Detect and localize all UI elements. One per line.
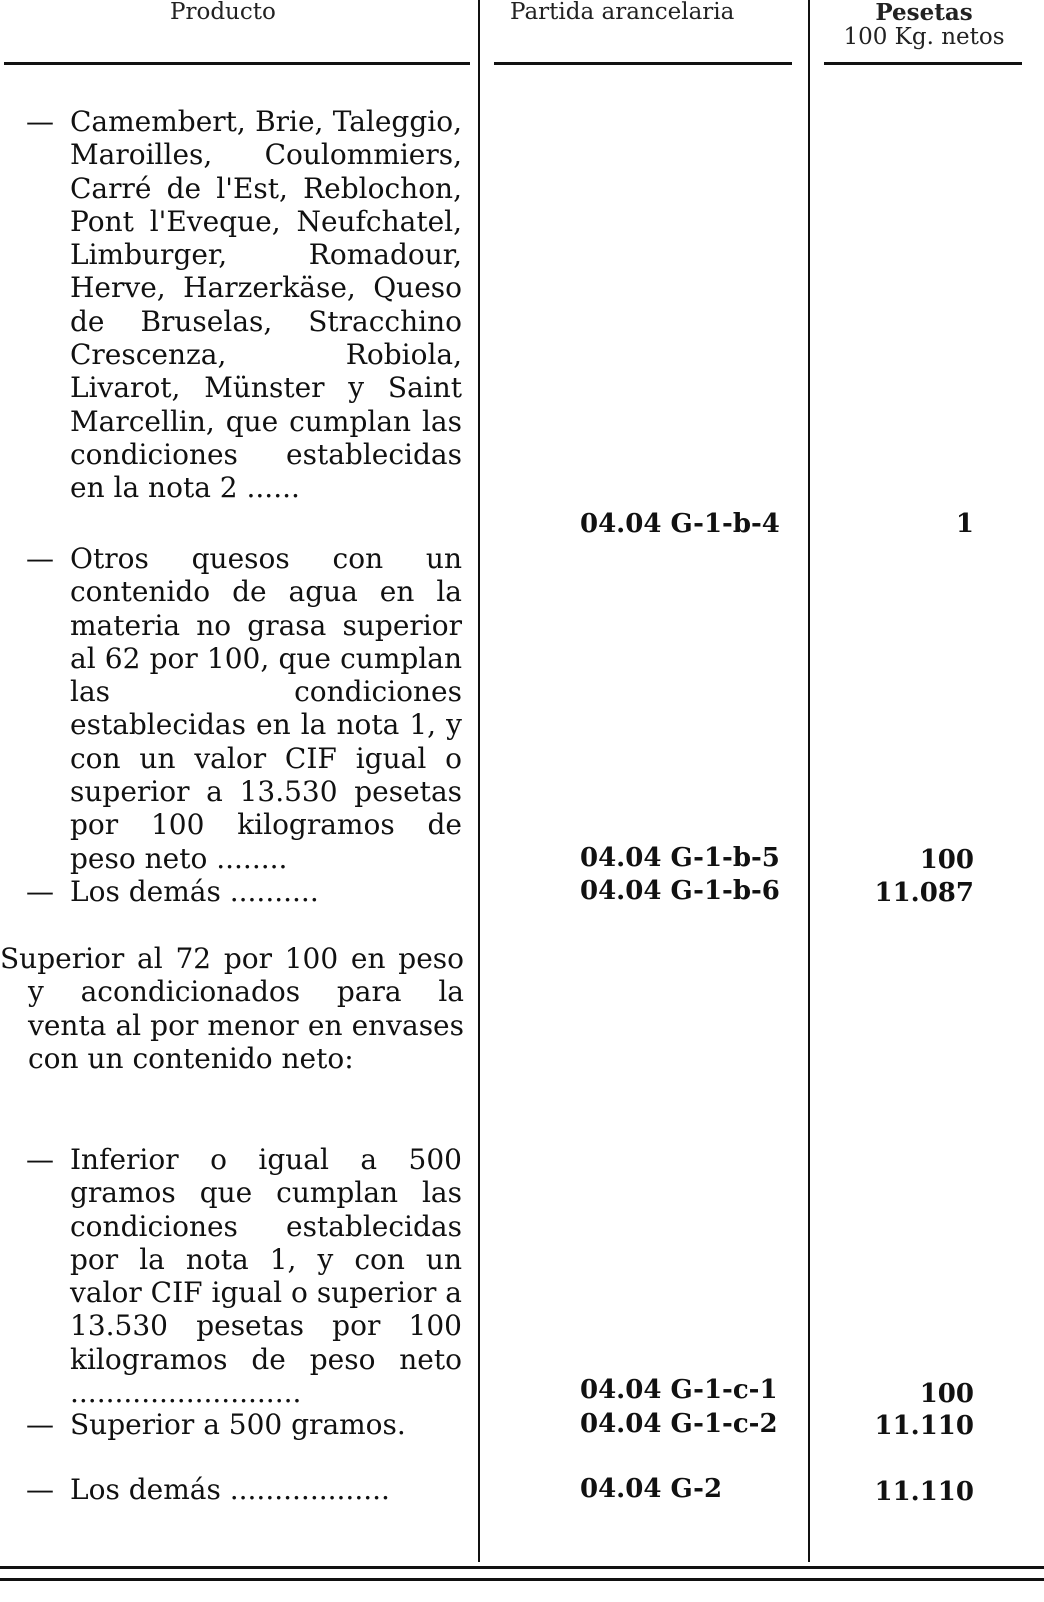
product-text: Los demás .......... <box>70 875 319 908</box>
pesetas-value: 1 <box>955 509 974 539</box>
section-text: Superior al 72 por 100 en peso y acondicionados para la venta al por menor en envases con un contenido neto: <box>0 942 464 1075</box>
product-text: Camembert, Brie, Taleggio, Maroilles, Coulommiers, Carré de l'Est, Reblochon, Pont l'Eveque, Neufchatel, Limburger, Romadour, Herve, Harzerkäse, Queso de Bruselas, Stracchino Crescenza, Robiola, Livarot, Münster y Saint Marcellin, que cumplan las condiciones establecidas en la nota 2 ...... <box>70 105 462 505</box>
product-text: Inferior o igual a 500 gramos que cumplan las condiciones establecidas por la nota 1, y con un valor CIF igual o superior a 13.530 pesetas por 100 kilogramos de peso neto .......................... <box>70 1143 462 1410</box>
dash-marker: — <box>26 875 54 908</box>
pesetas-value: 100 <box>919 845 974 875</box>
header-producto: Producto <box>170 0 276 25</box>
product-description <box>26 1473 462 1506</box>
column-separator-1 <box>478 0 480 1562</box>
tariff-code: 04.04 G-1-c-1 <box>580 1375 778 1405</box>
column-separator-2 <box>808 0 810 1562</box>
header-pesetas-line1: Pesetas <box>875 0 973 26</box>
tariff-code: 04.04 G-1-c-2 <box>580 1409 778 1439</box>
header-rule-pesetas <box>824 62 1022 65</box>
bottom-rule-1 <box>0 1566 1044 1569</box>
product-text: Superior a 500 gramos. <box>70 1408 406 1441</box>
dash-marker: — <box>26 542 54 575</box>
pesetas-value: 11.087 <box>874 878 974 908</box>
bottom-rule-2 <box>0 1578 1044 1581</box>
pesetas-value: 11.110 <box>874 1411 974 1441</box>
header-pesetas <box>826 0 1022 50</box>
product-description <box>26 105 462 505</box>
header-pesetas-line2: 100 Kg. netos <box>843 24 1005 50</box>
pesetas-value: 11.110 <box>874 1477 974 1507</box>
dash-marker: — <box>26 105 54 138</box>
tariff-code: 04.04 G-1-b-6 <box>580 876 780 906</box>
product-description <box>26 542 462 875</box>
pesetas-value: 100 <box>919 1379 974 1409</box>
dash-marker: — <box>26 1473 54 1506</box>
tariff-code: 04.04 G-1-b-5 <box>580 843 780 873</box>
product-text: Los demás .................. <box>70 1473 390 1506</box>
tariff-code: 04.04 G-2 <box>580 1474 723 1504</box>
header-rule-producto <box>4 62 470 65</box>
product-description <box>26 1408 462 1441</box>
product-description <box>26 1143 462 1410</box>
header-rule-partida <box>494 62 792 65</box>
tariff-code: 04.04 G-1-b-4 <box>580 509 780 539</box>
header-partida-arancelaria: Partida arancelaria <box>510 0 735 25</box>
dash-marker: — <box>26 1143 54 1176</box>
section-heading <box>0 942 464 1075</box>
dash-marker: — <box>26 1408 54 1441</box>
product-description <box>26 875 462 908</box>
product-text: Otros quesos con un contenido de agua en la materia no grasa superior al 62 por 100, que cumplan las condiciones establecidas en la nota 1, y con un valor CIF igual o superior a 13.530 pesetas por 100 kilogramos de peso neto ........ <box>70 542 462 875</box>
